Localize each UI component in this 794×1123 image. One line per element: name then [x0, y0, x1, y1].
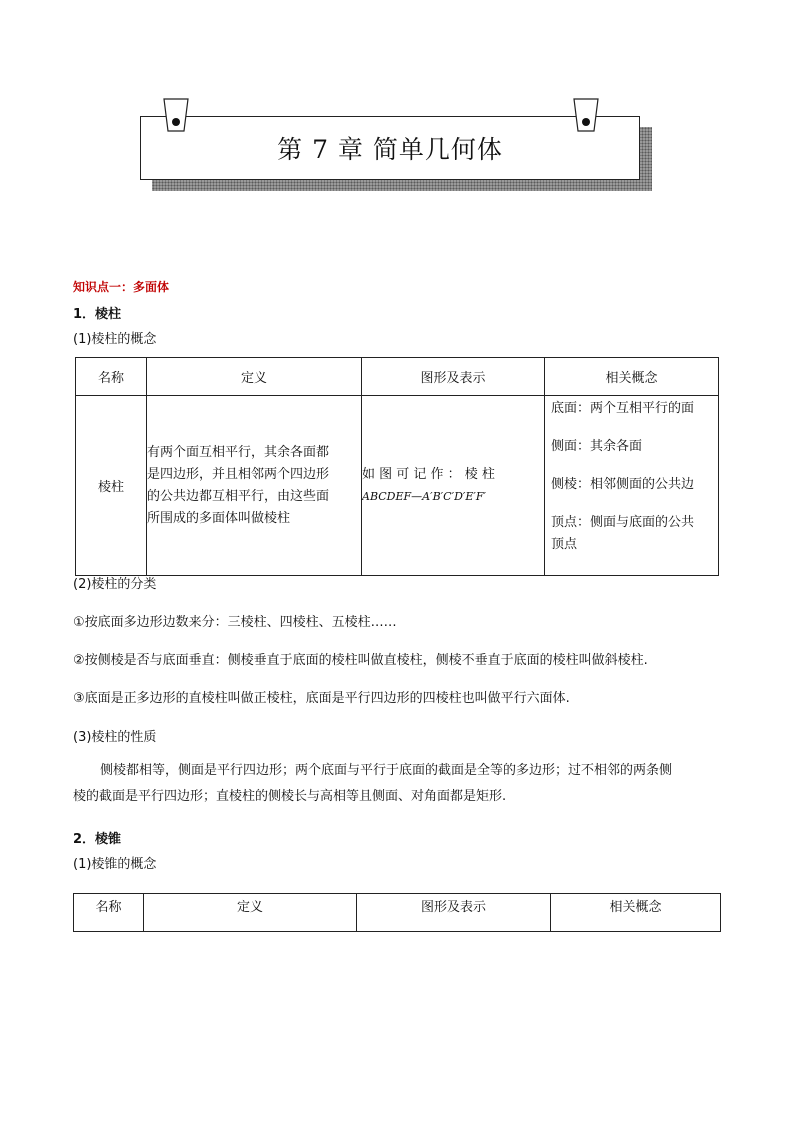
prism-definition-cell: [147, 396, 362, 576]
table-header-related: 相关概念: [545, 358, 719, 396]
pyramid-concept-heading: (1)棱锥的概念: [73, 857, 157, 872]
section-heading-pyramid: 2．棱锥: [73, 832, 122, 847]
related-item: 底面：两个互相平行的面: [551, 401, 695, 416]
table-header-representation: 图形及表示: [357, 894, 551, 932]
representation-text: 如 图 可 记 作 ： 棱 柱: [362, 466, 495, 482]
table-header-name: 名称: [74, 894, 144, 932]
pin-left-icon: [163, 98, 189, 132]
related-item: 顶点：侧面与底面的公共: [551, 515, 695, 530]
prism-related-cell: [545, 396, 719, 576]
knowledge-point-heading: 知识点一：多面体: [73, 280, 170, 294]
representation-formula: ABCDEF—A′B′C′D′E′F′: [362, 489, 487, 503]
properties-paragraph-line: 棱的截面是平行四边形；直棱柱的侧棱长与高相等且侧面、对角面都是矩形.: [73, 789, 507, 804]
classification-item: ①按底面多边形边数来分：三棱柱、四棱柱、五棱柱……: [73, 615, 397, 630]
table-header-definition: 定义: [144, 894, 357, 932]
table-header-definition: 定义: [147, 358, 362, 396]
related-item: 侧面：其余各面: [551, 439, 643, 454]
table-header-representation: 图形及表示: [362, 358, 545, 396]
classification-item: ②按侧棱是否与底面垂直：侧棱垂直于底面的棱柱叫做直棱柱，侧棱不垂直于底面的棱柱叫做斜棱柱.: [73, 653, 648, 668]
title-banner: [140, 116, 640, 180]
prism-concept-table: [75, 357, 719, 576]
pyramid-concept-table: [73, 893, 721, 932]
chapter-title: 第 7 章 简单几何体: [277, 135, 503, 164]
section-heading-prism: 1．棱柱: [73, 307, 122, 322]
related-item: 顶点: [551, 537, 578, 552]
prism-name-cell: 棱柱: [76, 396, 147, 576]
prism-representation-cell: [362, 396, 545, 576]
prism-classification-heading: (2)棱柱的分类: [73, 577, 157, 592]
related-item: 侧棱：相邻侧面的公共边: [551, 477, 695, 492]
definition-line: 是四边形，并且相邻两个四边形: [147, 466, 330, 482]
properties-paragraph-line: 侧棱都相等，侧面是平行四边形；两个底面与平行于底面的截面是全等的多边形；过不相邻的两条侧: [100, 763, 673, 778]
prism-concept-heading: (1)棱柱的概念: [73, 332, 157, 347]
pin-right-icon: [573, 98, 599, 132]
table-header-related: 相关概念: [551, 894, 721, 932]
definition-line: 有两个面互相平行，其余各面都: [147, 444, 330, 460]
classification-item: ③底面是正多边形的直棱柱叫做正棱柱，底面是平行四边形的四棱柱也叫做平行六面体.: [73, 691, 570, 706]
definition-line: 的公共边都互相平行，由这些面: [147, 488, 330, 504]
table-header-name: 名称: [76, 358, 147, 396]
definition-line: 所围成的多面体叫做棱柱: [147, 510, 291, 526]
prism-properties-heading: (3)棱柱的性质: [73, 730, 157, 745]
